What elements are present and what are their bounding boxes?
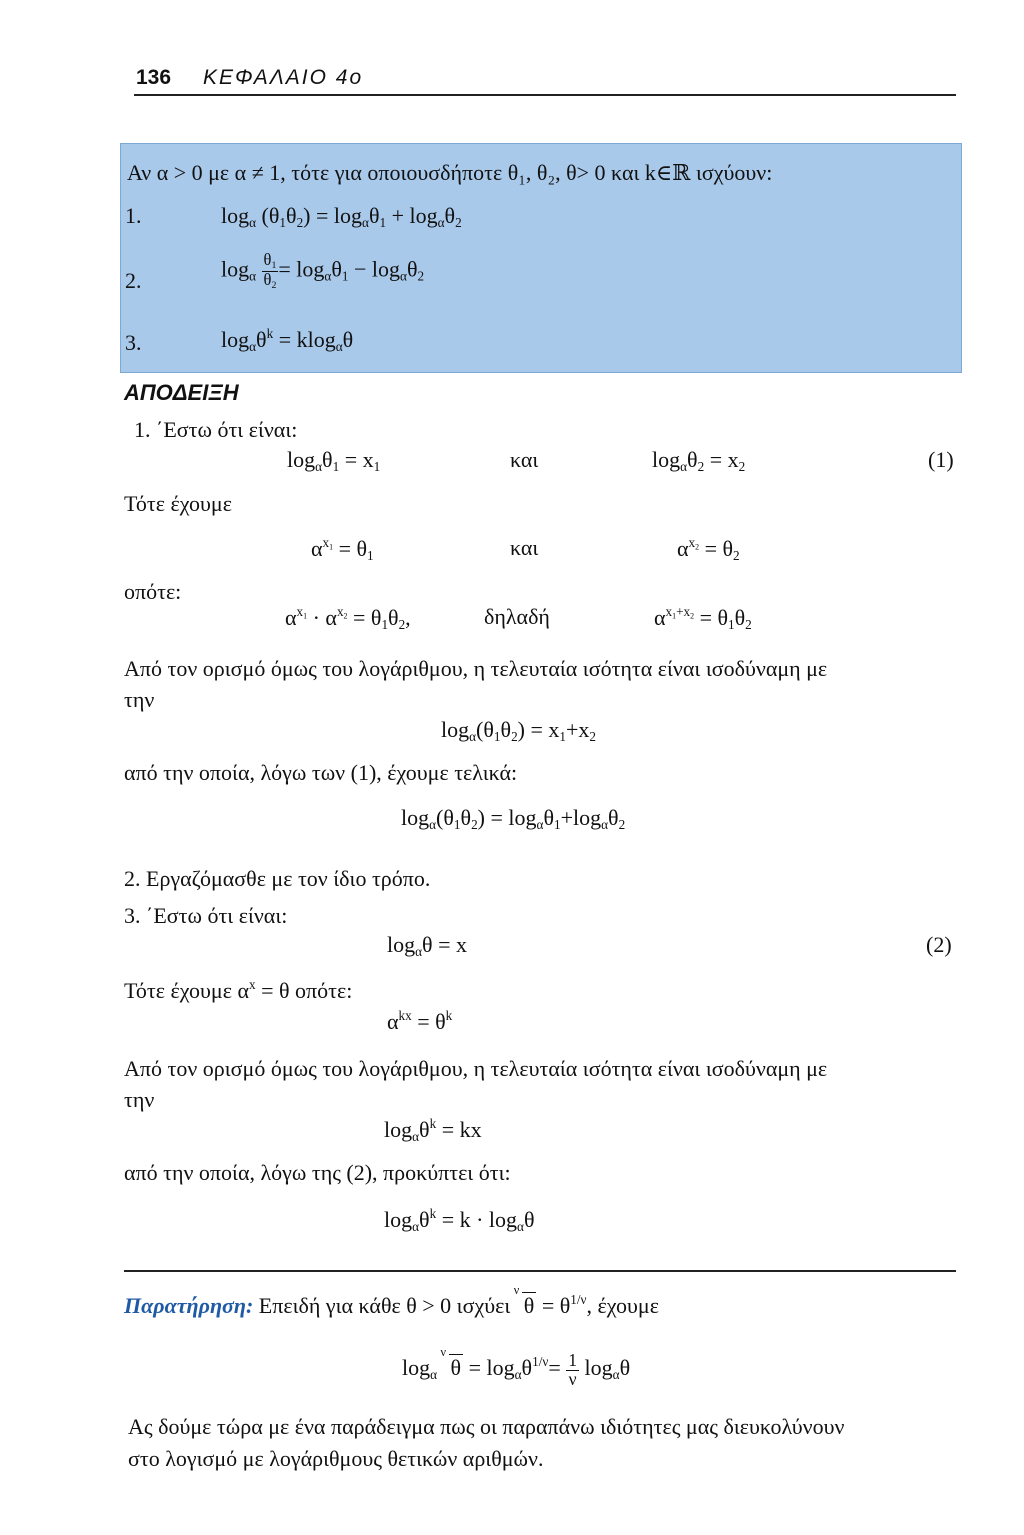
paragraph-1-line-2: την	[124, 687, 155, 712]
then-we-have-2: Τότε έχουμε $\alpha^x = \theta$ οπότε:	[124, 977, 353, 1004]
chapter-title: ΚΕΦΑΛΑΙΟ 4ο	[203, 66, 364, 89]
section-divider	[124, 1270, 956, 1272]
paragraph-2-line-1: Από τον ορισμό όμως του λογάριθμου, η τελευταία ισότητα είναι ισοδύναμη με	[124, 1056, 828, 1081]
note-label: Παρατήρηση:	[124, 1293, 254, 1319]
eq2-connector: και	[510, 535, 539, 560]
from-which-1: από την οποία, λόγω των (1), έχουμε τελικά:	[124, 760, 518, 785]
eq3-connector: δηλαδή	[484, 604, 550, 629]
theorem-item-3-number: 3.	[125, 330, 142, 355]
closing-line-1: Ας δούμε τώρα με ένα παράδειγμα πως οι παραπάνω ιδιότητες μας διευκολύνουν	[128, 1414, 845, 1439]
theorem-item-1-formula: $\log_\alpha (\theta_1\theta_2) = \log_\alpha\theta_1 + \log_\alpha\theta_2$	[221, 203, 462, 230]
eq1-right: $\log_\alpha\theta_2 = x_2$	[652, 447, 746, 474]
paragraph-2-line-2: την	[124, 1087, 155, 1112]
eq6-tag: (2)	[926, 932, 952, 957]
theorem-box	[120, 143, 962, 373]
theorem-item-3-formula: $\log_\alpha\theta^k = klog_\alpha\theta$	[221, 326, 354, 355]
note-line	[124, 1283, 659, 1319]
theorem-item-2-number: 2.	[125, 268, 142, 293]
from-which-2: από την οποία, λόγω της (2), προκύπτει ότι:	[124, 1160, 511, 1185]
closing-line-2: στο λογισμό με λογάριθμους θετικών αριθμών.	[128, 1446, 544, 1471]
note-root-identity: ν $\theta = \theta^{1/\nu}$	[513, 1283, 587, 1319]
eq6: $\log_\alpha\theta = x$	[387, 932, 467, 959]
eq7: $\alpha^{kx} = \theta^k$	[387, 1008, 453, 1035]
eq5: $\log_\alpha(\theta_1\theta_2) = \log_\alpha\theta_1+\log_\alpha\theta_2$	[401, 805, 626, 832]
page-number: 136	[136, 66, 172, 89]
theorem-intro: Αν α > 0 με α ≠ 1, τότε για οποιουσδήποτε θ₁, θ₂, θ> 0 και k∈ℝ ισχύουν:	[127, 160, 773, 185]
eq2-left: $\alpha^{x_1} = \theta_1$	[311, 535, 374, 564]
eq2-right: $\alpha^{x_2} = \theta_2$	[677, 535, 740, 564]
proof-step-1-label: 1. ΄Εστω ότι είναι:	[134, 417, 298, 442]
note-formula: $\log_\alpha$ ν $\theta = \log_\alpha\theta^{1/\nu}=$ $\frac{1}{\nu}$ $\log_\alpha\theta$	[402, 1345, 631, 1389]
header-rule	[134, 94, 956, 96]
eq3-left: $\alpha^{x_1} \cdot \alpha^{x_2} = \theta_1\theta_2$,	[285, 604, 411, 633]
eq1-tag: (1)	[928, 447, 954, 472]
eq4: $\log_\alpha(\theta_1\theta_2) = x_1+x_2$	[441, 717, 596, 744]
theorem-item-1-number: 1.	[125, 203, 142, 228]
eq1-connector: και	[510, 447, 539, 472]
hence-label: οπότε:	[124, 579, 182, 604]
eq3-right: $\alpha^{x_1+x_2} = \theta_1\theta_2$	[654, 604, 752, 633]
proof-step-3-label: 3. ΄Εστω ότι είναι:	[124, 903, 288, 928]
theorem-item-2-formula: $\log_\alpha$ $\frac{\theta_1}{\theta_2}$ = $\log_\alpha\theta_1 - \log_\alpha\theta_2$	[221, 250, 425, 291]
proof-heading: ΑΠΟΔΕΙΞΗ	[124, 380, 239, 405]
note-text-after: , έχουμε	[586, 1293, 659, 1319]
note-text-before: Επειδή για κάθε θ > 0 ισχύει	[258, 1293, 511, 1319]
paragraph-1-line-1: Από τον ορισμό όμως του λογάριθμου, η τελευταία ισότητα είναι ισοδύναμη με	[124, 656, 828, 681]
eq9: $\log_\alpha\theta^k = k \cdot \log_\alpha\theta$	[384, 1206, 535, 1235]
eq8: $\log_\alpha\theta^k$ = kx	[384, 1116, 482, 1145]
proof-step-2: 2. Εργαζόμασθε με τον ίδιο τρόπο.	[124, 866, 431, 891]
then-we-have-1: Τότε έχουμε	[124, 491, 232, 516]
eq1-left: $\log_\alpha\theta_1 = x_1$	[287, 447, 381, 474]
